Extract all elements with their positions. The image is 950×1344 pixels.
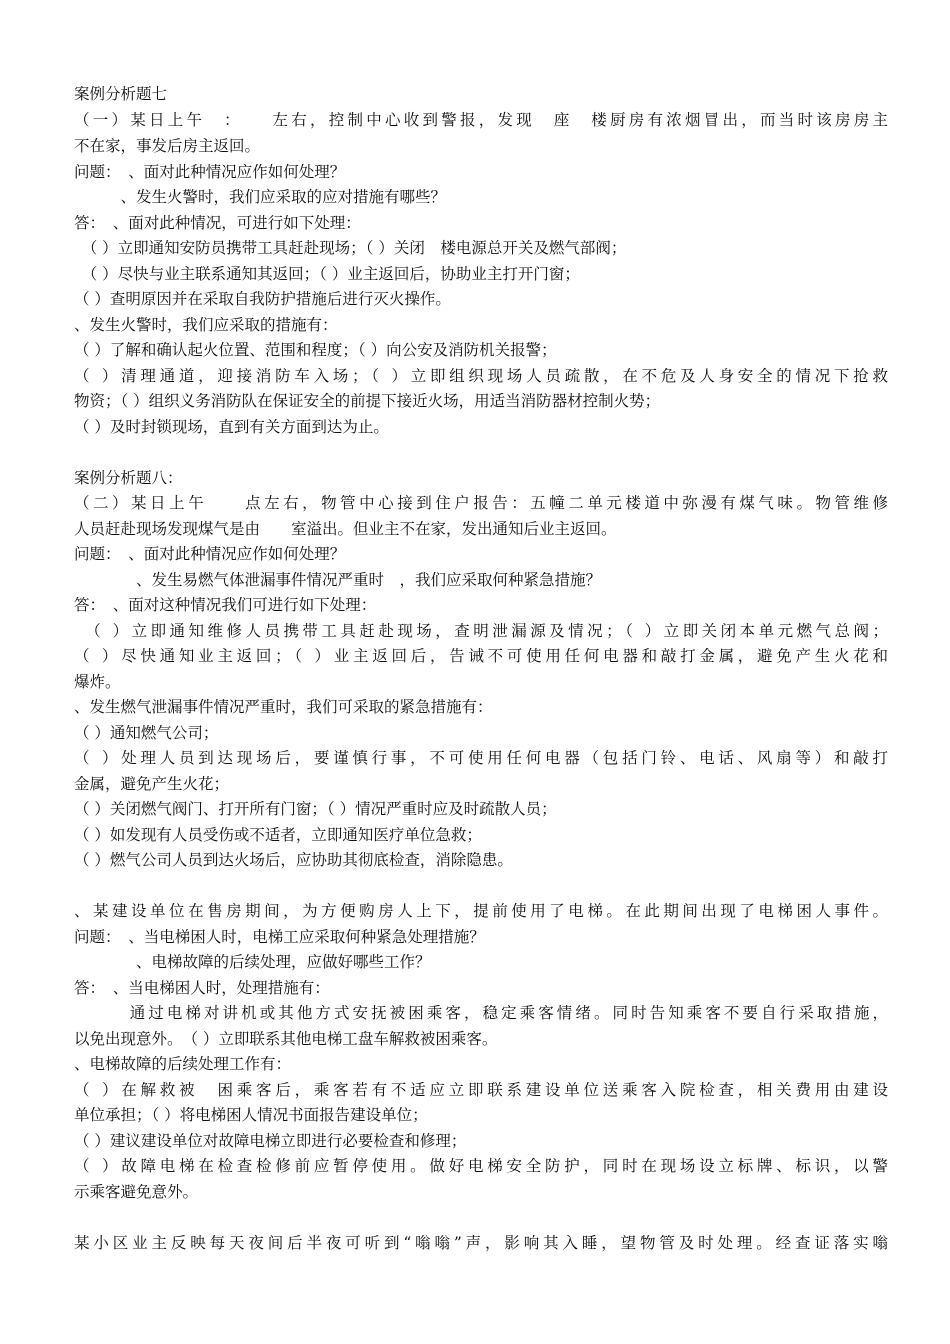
case-8-answer-2-step-5: （ ）燃气公司人员到达火场后，应协助其彻底检查，消除隐患。: [74, 851, 513, 869]
case-9-answer-1-text: 通过电梯对讲机或其他方式安抚被困乘客，稳定乘客情绪。同时告知乘客不要自行采取措施，: [74, 1004, 888, 1022]
case-9-answer-2-step-1: （ ）在解救被 困乘客后，乘客若有不适应立即联系建设单位送乘客入院检查，相关费用由建设: [74, 1081, 888, 1099]
case-9-answer-2-step-4: （ ）故障电梯在检查检修前应暂停使用。做好电梯安全防护，同时在现场设立标牌、标识，以警: [74, 1157, 888, 1175]
case-7-answer-2-steps-c: （ ）及时封锁现场，直到有关方面到达为止。: [74, 418, 389, 436]
case-8-answer-1-steps-b: （ ）尽快通知业主返回；（ ）业主返回后，告诫不可使用任何电器和敲打金属，避免产生火花和: [74, 647, 888, 665]
case-9-answer-2-step-4-cont: 示乘客避免意外。: [74, 1183, 199, 1201]
case-7-answer-1-steps-c: （ ）查明原因并在采取自我防护措施后进行灭火操作。: [74, 290, 451, 308]
case-10-scenario: 某小区业主反映每天夜间后半夜可听到“嗡嗡”声，影响其入睡，望物管及时处理。经查证落实嗡: [74, 1234, 888, 1252]
case-9-answer-2-step-3: （ ）建议建设单位对故障电梯立即进行必要检查和修理；: [74, 1132, 467, 1150]
case-8-answer-1-heading: 答： 、面对这种情况我们可进行如下处理：: [74, 596, 377, 614]
case-8-answer-2-step-1: （ ）通知燃气公司；: [74, 724, 219, 742]
case-9-question-2: 、电梯故障的后续处理，应做好哪些工作？: [74, 953, 431, 971]
case-8-answer-2-step-3: （ ）关闭燃气阀门、打开所有门窗；（ ）情况严重时应及时疏散人员；: [74, 800, 557, 818]
case-7-answer-1-heading: 答： 、面对此种情况，可进行如下处理：: [74, 214, 361, 232]
case-8-scenario-cont: 人员赶赴现场发现煤气是由 室溢出。但业主不在家，发出通知后业主返回。: [74, 520, 617, 538]
case-8-answer-2-step-4: （ ）如发现有人员受伤或不适者，立即通知医疗单位急救；: [74, 826, 482, 844]
case-8-answer-2-step-2-cont: 金属，避免产生火花；: [74, 775, 230, 793]
case-7-scenario: （一）某日上午 ： 左右，控制中心收到警报，发现 座 楼厨房有浓烟冒出，而当时该房房主: [74, 111, 888, 129]
case-7-answer-2-heading: 、发生火警时，我们应采取的措施有：: [74, 316, 338, 334]
case-8-question-1: 问题： 、面对此种情况应作如何处理？: [74, 545, 346, 563]
case-8-question-2: 、发生易燃气体泄漏事件情况严重时 ，我们应采取何种紧急措施？: [74, 571, 602, 589]
case-7-title: 案例分析题七: [74, 85, 168, 103]
case-8-answer-1-steps-b-cont: 爆炸。: [74, 673, 121, 691]
case-7-scenario-cont: 不在家，事发后房主返回。: [74, 137, 261, 155]
case-7-answer-1-steps-b: （ ）尽快与业主联系通知其返回；（ ）业主返回后，协助业主打开门窗；: [74, 265, 580, 283]
case-9-answer-2-heading: 、电梯故障的后续处理工作有：: [74, 1055, 292, 1073]
case-7-answer-2-steps-b-cont: 物资；（ ）组织义务消防队在保证安全的前提下接近火场，用适当消防器材控制火势；: [74, 392, 661, 410]
case-7-question-2: 、发生火警时，我们应采取的应对措施有哪些？: [74, 188, 447, 206]
case-8-answer-1-steps-a: （ ）立即通知维修人员携带工具赶赴现场，查明泄漏源及情况；（ ）立即关闭本单元燃气总阀；: [74, 622, 888, 640]
case-7-answer-2-steps-a: （ ）了解和确认起火位置、范围和程度；（ ）向公安及消防机关报警；: [74, 341, 557, 359]
case-8-title: 案例分析题八：: [74, 469, 183, 487]
case-7-question-1: 问题： 、面对此种情况应作如何处理？: [74, 163, 346, 181]
case-7-answer-1-steps-a: （ ）立即通知安防员携带工具赶赴现场；（ ）关闭 楼电源总开关及燃气部阀；: [74, 239, 627, 257]
case-7-answer-2-steps-b: （ ）清理通道，迎接消防车入场；（ ）立即组织现场人员疏散，在不危及人身安全的情况下抢救: [74, 367, 888, 385]
case-8-answer-2-heading: 、发生燃气泄漏事件情况严重时，我们可采取的紧急措施有：: [74, 698, 493, 716]
case-9-answer-2-step-1-cont: 单位承担；（ ）将电梯困人情况书面报告建设单位；: [74, 1106, 428, 1124]
case-9-question-1: 问题： 、当电梯困人时，电梯工应采取何种紧急处理措施？: [74, 928, 485, 946]
case-9-answer-1-text-cont: 以免出现意外。 （ ）立即联系其他电梯工盘车解救被困乘客。: [74, 1030, 498, 1048]
case-8-answer-2-step-2: （ ）处理人员到达现场后，要谨慎行事，不可使用任何电器（包括门铃、电话、风扇等）和敲打: [74, 749, 888, 767]
case-8-scenario: （二）某日上午 点左右，物管中心接到住户报告：五幢二单元楼道中弥漫有煤气味。物管维修: [74, 494, 888, 512]
case-9-scenario: 、某建设单位在售房期间，为方便购房人上下，提前使用了电梯。在此期间出现了电梯困人事件。: [74, 902, 888, 920]
case-9-answer-1-heading: 答： 、当电梯困人时，处理措施有：: [74, 979, 330, 997]
